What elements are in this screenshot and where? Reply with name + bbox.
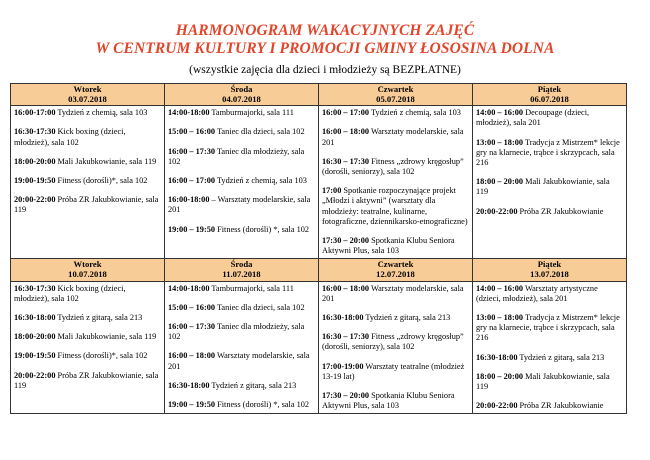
day-name: Piątek xyxy=(537,259,562,270)
entry-time: 16:00 – 18:00 xyxy=(168,351,216,361)
day-schedule-cell xyxy=(11,106,165,259)
day-header xyxy=(319,84,473,106)
day-date: 10.07.2018 xyxy=(68,269,107,280)
entry-time: 18:00 – 20:00 xyxy=(476,371,524,381)
day-schedule-cell xyxy=(11,281,165,414)
entry-description: Tydzień z gitarą, sala 213 xyxy=(517,352,605,362)
schedule-entry xyxy=(476,284,623,304)
entry-description: Tydzień z gitarą, sala 213 xyxy=(363,313,451,323)
entry-description: Kick boxing (dzieci, młodzież), sala 102 xyxy=(14,283,126,303)
entry-description: Fitness (dorośli)*, sala 102 xyxy=(55,351,148,361)
week-body-row xyxy=(11,106,627,259)
day-date: 05.07.2018 xyxy=(376,93,415,104)
day-header xyxy=(319,259,473,281)
schedule-entry xyxy=(168,351,315,371)
day-header xyxy=(165,84,319,106)
entry-description: Warsztaty modelarskie, sala 201 xyxy=(168,351,310,371)
entry-time: 16:30-18:00 xyxy=(168,380,210,390)
day-name: Wtorek xyxy=(73,84,102,94)
schedule-entry xyxy=(14,332,161,342)
entry-description: Taniec dla młodzieży, sala 102 xyxy=(168,146,305,166)
schedule-entry xyxy=(14,127,161,147)
day-date: 13.07.2018 xyxy=(530,269,569,280)
schedule-entry xyxy=(14,284,161,304)
entry-time: 14:00-18:00 xyxy=(168,283,210,293)
entry-description: Taniec dla dzieci, sala 102 xyxy=(215,127,305,137)
schedule-entry xyxy=(168,108,315,118)
schedule-entry xyxy=(322,332,469,352)
day-schedule-cell xyxy=(319,281,473,414)
week-header-row xyxy=(11,259,627,281)
schedule-entry xyxy=(168,195,315,215)
entry-time: 17:00-19:00 xyxy=(322,361,364,371)
day-schedule-cell xyxy=(165,106,319,259)
entry-description: Warsztaty modelarskie, sala 201 xyxy=(322,127,464,147)
day-schedule-cell xyxy=(473,106,627,259)
entry-description: Tydzień z chemią, sala 103 xyxy=(369,108,461,118)
schedule-entry xyxy=(168,127,315,137)
schedule-entry xyxy=(168,400,315,410)
schedule-entry xyxy=(14,313,161,323)
entry-time: 16:00 – 18:00 xyxy=(322,283,370,293)
schedule-entry xyxy=(14,108,161,118)
day-schedule-cell xyxy=(165,281,319,414)
entry-time: 16:00-18:00 xyxy=(168,195,210,205)
entry-time: 16:00 – 18:00 xyxy=(322,127,370,137)
entry-description: Próba ZR Jakubkowianie, sala 119 xyxy=(14,370,159,390)
entry-time: 16:00 – 17:30 xyxy=(168,146,216,156)
schedule-entry xyxy=(322,362,469,382)
title-line-1: HARMONOGRAM WAKACYJNYCH ZAJĘĆ xyxy=(175,22,475,39)
entry-time: 18:00-20:00 xyxy=(14,332,56,342)
entry-description: Tamburmajorki, sala 111 xyxy=(209,283,294,293)
day-header xyxy=(473,259,627,281)
day-date: 06.07.2018 xyxy=(530,93,569,104)
entry-time: 16:00-17:00 xyxy=(14,108,56,118)
entry-time: 16:30-18:00 xyxy=(14,313,56,323)
schedule-entry xyxy=(322,313,469,323)
entry-description: Tradycja z Mistrzem* lekcje gry na klarnecie, trąbce i skrzypcach, sala 216 xyxy=(476,313,620,343)
week-body-row xyxy=(11,281,627,414)
day-name: Piątek xyxy=(537,84,562,94)
schedule-entry xyxy=(322,236,469,256)
entry-description: Próba ZR Jakubkowianie, sala 119 xyxy=(14,195,159,215)
entry-description: Mali Jakubkowianie, sala 119 xyxy=(476,371,610,392)
entry-description: Taniec dla młodzieży, sala 102 xyxy=(168,322,305,342)
schedule-entry xyxy=(476,177,623,197)
entry-time: 17:30 – 20:00 xyxy=(322,236,370,246)
schedule-entry xyxy=(168,284,315,294)
entry-time: 20:00-22:00 xyxy=(14,370,56,380)
entry-time: 20:00-22:00 xyxy=(14,195,56,205)
entry-description: Kick boxing (dzieci, młodzież), sala 102 xyxy=(14,127,126,147)
entry-description: Fitness „zdrowy kręgosłup” (dorośli, seniorzy), sala 102 xyxy=(322,332,464,352)
entry-description: Decoupage (dzieci, młodzież), sala 201 xyxy=(476,108,590,128)
entry-description: Spotkania Klubu Seniora Aktywni Plus, sala 103 xyxy=(322,236,455,256)
entry-time: 19:00 – 19:50 xyxy=(168,224,216,234)
entry-description: Warsztaty modelarskie, sala 201 xyxy=(322,283,464,303)
schedule-entry xyxy=(476,108,623,128)
entry-description: Próba ZR Jakubkowianie xyxy=(517,206,604,216)
entry-description: Taniec dla dzieci, sala 102 xyxy=(215,302,305,312)
schedule-entry xyxy=(322,157,469,177)
day-header xyxy=(165,259,319,281)
schedule-entry xyxy=(476,353,623,363)
schedule-entry xyxy=(322,186,469,227)
entry-description: Mali Jakubkowianie, sala 119 xyxy=(476,177,610,197)
week-header-row xyxy=(11,84,627,106)
entry-description: – Warsztaty modelarskie, sala 201 xyxy=(168,195,311,215)
schedule-entry xyxy=(476,138,623,169)
entry-time: 15:00 – 16:00 xyxy=(168,127,216,137)
schedule-table xyxy=(10,83,627,414)
entry-description: Warsztaty artystyczne (dzieci, młodzież), sala 201 xyxy=(476,283,598,303)
entry-description: Tydzień z gitarą, sala 213 xyxy=(209,380,297,390)
entry-description: Fitness (dorośli) *, sala 102 xyxy=(215,400,310,410)
entry-description: Tamburmajorki, sala 111 xyxy=(209,108,294,118)
entry-description: Fitness (dorośli)*, sala 102 xyxy=(55,176,148,185)
subtitle: (wszystkie zajęcia dla dzieci i młodzieży są BEZPŁATNE) xyxy=(189,64,461,76)
entry-description: Tradycja z Mistrzem* lekcje gry na klarnecie, trąbce i skrzypcach, sala 216 xyxy=(476,137,620,167)
day-date: 11.07.2018 xyxy=(222,269,261,280)
entry-time: 16:30-17:30 xyxy=(14,127,56,137)
entry-time: 16:30-17:30 xyxy=(14,283,56,293)
day-name: Środa xyxy=(230,84,253,94)
day-name: Wtorek xyxy=(73,259,102,270)
entry-time: 14:00 – 16:00 xyxy=(476,108,524,118)
day-header xyxy=(11,84,165,106)
entry-description: Fitness (dorośli) *, sala 102 xyxy=(215,224,310,234)
entry-time: 14:00-18:00 xyxy=(168,108,210,118)
entry-time: 19:00-19:50 xyxy=(14,176,56,185)
day-header xyxy=(11,259,165,281)
schedule-entry xyxy=(476,207,623,217)
day-name: Środa xyxy=(230,259,253,270)
day-schedule-cell xyxy=(319,106,473,259)
entry-time: 18:00-20:00 xyxy=(14,156,56,166)
entry-description: Tydzień z chemią, sala 103 xyxy=(55,108,148,118)
entry-time: 19:00 – 19:50 xyxy=(168,400,216,410)
schedule-entry xyxy=(14,176,161,186)
entry-time: 15:00 – 16:00 xyxy=(168,302,216,312)
day-date: 03.07.2018 xyxy=(68,93,107,104)
schedule-entry xyxy=(168,303,315,313)
schedule-entry xyxy=(14,195,161,215)
entry-time: 16:00 – 17:30 xyxy=(168,322,216,332)
entry-time: 13:00 – 18:00 xyxy=(476,313,524,323)
entry-time: 13:00 – 18:00 xyxy=(476,137,524,147)
schedule-entry xyxy=(168,225,315,235)
entry-time: 19:00-19:50 xyxy=(14,351,56,361)
entry-time: 16:30-18:00 xyxy=(476,352,518,362)
day-schedule-cell xyxy=(473,281,627,414)
schedule-entry xyxy=(322,284,469,304)
entry-time: 17:30 – 20:00 xyxy=(322,391,370,401)
entry-description: Spotkania Klubu Seniora Aktywni Plus, sala 103 xyxy=(322,391,455,411)
entry-time: 16:00 – 17:00 xyxy=(322,108,370,118)
schedule-entry xyxy=(322,127,469,147)
entry-time: 16:30 – 17:30 xyxy=(322,156,370,166)
day-header xyxy=(473,84,627,106)
entry-time: 18:00 – 20:00 xyxy=(476,177,524,187)
schedule-entry xyxy=(168,176,315,186)
schedule-entry xyxy=(476,313,623,344)
day-date: 12.07.2018 xyxy=(376,269,415,280)
entry-time: 16:30-18:00 xyxy=(322,313,364,323)
schedule-entry xyxy=(168,322,315,342)
entry-description: Mali Jakubkowianie, sala 119 xyxy=(55,156,157,166)
entry-time: 16:30 – 17:30 xyxy=(322,332,370,342)
entry-time: 14:00 – 16:00 xyxy=(476,283,524,293)
entry-time: 20:00-22:00 xyxy=(476,401,518,411)
entry-description: Fitness „zdrowy kręgosłup” (dorośli, seniorzy), sala 102 xyxy=(322,156,464,176)
schedule-entry xyxy=(476,401,623,411)
day-name: Czwartek xyxy=(377,84,414,94)
schedule-entry xyxy=(14,371,161,391)
day-name: Czwartek xyxy=(377,259,414,270)
schedule-entry xyxy=(322,391,469,411)
schedule-entry xyxy=(322,108,469,118)
entry-time: 16:00 – 17:00 xyxy=(168,176,216,185)
entry-description: Warsztaty teatralne (młodzież 13-19 lat) xyxy=(322,361,465,381)
schedule-entry xyxy=(476,372,623,392)
entry-description: Tydzień z gitarą, sala 213 xyxy=(55,313,143,323)
entry-time: 17:00 xyxy=(322,186,342,196)
title-line-2: W CENTRUM KULTURY I PROMOCJI GMINY ŁOSOSINA DOLNA xyxy=(95,40,555,57)
schedule-entry xyxy=(14,351,161,361)
entry-time: 20:00-22:00 xyxy=(476,206,518,216)
schedule-entry xyxy=(14,157,161,167)
entry-description: Spotkanie rozpoczynające projekt „Młodzi i aktywni” (warsztaty dla młodzieży: teatralne, kulinarne, fotograficzne, dziennikarsko-etnograficzne) xyxy=(322,186,468,226)
entry-description: Mali Jakubkowianie, sala 119 xyxy=(55,332,157,342)
entry-description: Tydzień z chemią, sala 103 xyxy=(215,176,307,185)
schedule-entry xyxy=(168,381,315,391)
schedule-entry xyxy=(168,147,315,167)
entry-description: Próba ZR Jakubkowianie xyxy=(517,401,604,411)
day-date: 04.07.2018 xyxy=(222,93,261,104)
